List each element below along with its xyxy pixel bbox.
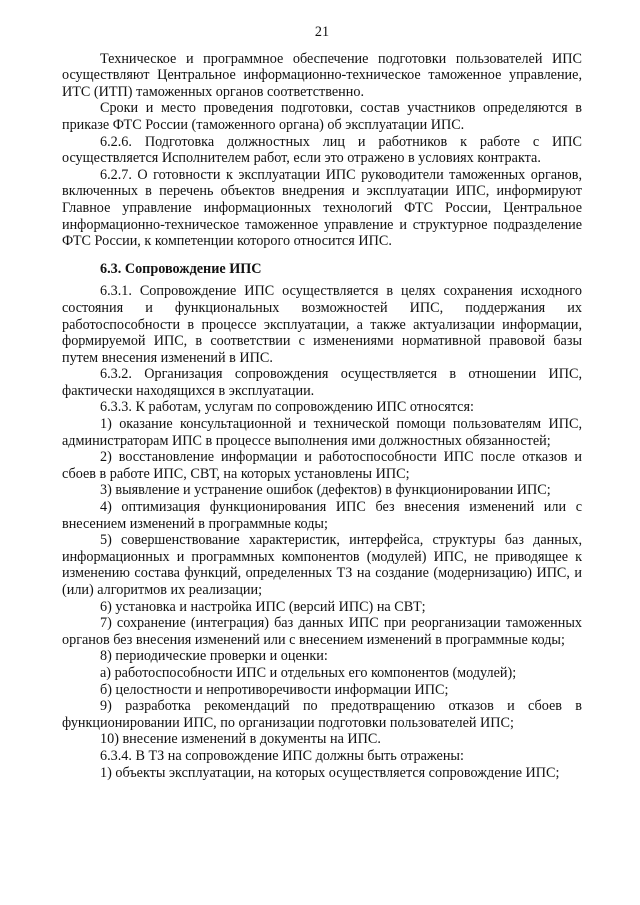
paragraph-6-3-3: 6.3.3. К работам, услугам по сопровождению ИПС относятся: xyxy=(100,399,474,416)
paragraph-6-2-6: 6.2.6. Подготовка должностных лиц и работников к работе с ИПС осуществляется Исполнителем работ, если это отражено в условиях контракта. xyxy=(62,133,582,167)
page-number: 21 xyxy=(314,24,330,40)
paragraph-6-3-2: 6.3.2. Организация сопровождения осуществляется в отношении ИПС, фактически находящихся в эксплуатации. xyxy=(62,366,582,399)
list-item-3: 3) выявление и устранение ошибок (дефектов) в функционировании ИПС; xyxy=(100,482,551,499)
list-item-7: 7) сохранение (интеграция) баз данных ИПС при реорганизации таможенных органов без внесения изменений или с внесением изменений в программные коды; xyxy=(62,615,582,648)
list-item-2: 2) восстановление информации и работоспособности ИПС после отказов и сбоев в работе ИПС, СВТ, на которых установлены ИПС; xyxy=(62,449,582,482)
list-item-5: 5) совершенствование характеристик, интерфейса, структуры баз данных, информационных и программных компонентов (модулей) ИПС, не приводящее к изменению состава функций, определенных ТЗ на создание (модернизацию) ИПС, и (или) алгоритмов их реализации; xyxy=(62,532,582,598)
paragraph-6-3-4: 6.3.4. В ТЗ на сопровождение ИПС должны быть отражены: xyxy=(100,747,464,764)
list-item-1: 1) оказание консультационной и технической помощи пользователям ИПС, администраторам ИПС в процессе выполнения ими должностных обязанностей; xyxy=(62,416,582,449)
section-heading: 6.3. Сопровождение ИПС xyxy=(100,260,262,277)
list-item-8a: а) работоспособности ИПС и отдельных его компонентов (модулей); xyxy=(100,664,517,681)
paragraph-software-support: Техническое и программное обеспечение подготовки пользователей ИПС осуществляют Центральное информационно-техническое таможенное управление, ИТС (ИТП) таможенных органов соответственно. xyxy=(62,50,582,100)
list-item-10: 10) внесение изменений в документы на ИПС. xyxy=(100,731,381,748)
list-item-6: 6) установка и настройка ИПС (версий ИПС) на СВТ; xyxy=(100,598,426,615)
list-item-9: 9) разработка рекомендаций по предотвращению отказов и сбоев в функционировании ИПС, по организации подготовки пользователей ИПС; xyxy=(62,698,582,731)
paragraph-6-2-7: 6.2.7. О готовности к эксплуатации ИПС руководители таможенных органов, включенных в перечень объектов внедрения и эксплуатации ИПС, информируют Главное управление информационных технологий ФТС России, Центральное информационно-техническое таможенное управление и структурное подразделение ФТС России, к компетенции которого относится ИПС. xyxy=(62,166,582,250)
list-item-4: 4) оптимизация функционирования ИПС без внесения изменений или с внесением изменений в программные коды; xyxy=(62,499,582,532)
paragraph-training-schedule: Сроки и место проведения подготовки, состав участников определяются в приказе ФТС России (таможенного органа) об эксплуатации ИПС. xyxy=(62,100,582,133)
list-item-8b: б) целостности и непротиворечивости информации ИПС; xyxy=(100,681,449,698)
list-item-6-3-4-1: 1) объекты эксплуатации, на которых осуществляется сопровождение ИПС; xyxy=(100,764,560,781)
list-item-8: 8) периодические проверки и оценки: xyxy=(100,648,328,665)
paragraph-6-3-1: 6.3.1. Сопровождение ИПС осуществляется в целях сохранения исходного состояния и функциональных возможностей ИПС, поддержания их работоспособности в процессе эксплуатации, а также актуализации информации, формируемой ИПС, в соответствии с изменениями нормативной правовой базы путем внесения изменений в ИПС. xyxy=(62,283,582,366)
document-page xyxy=(62,24,582,781)
